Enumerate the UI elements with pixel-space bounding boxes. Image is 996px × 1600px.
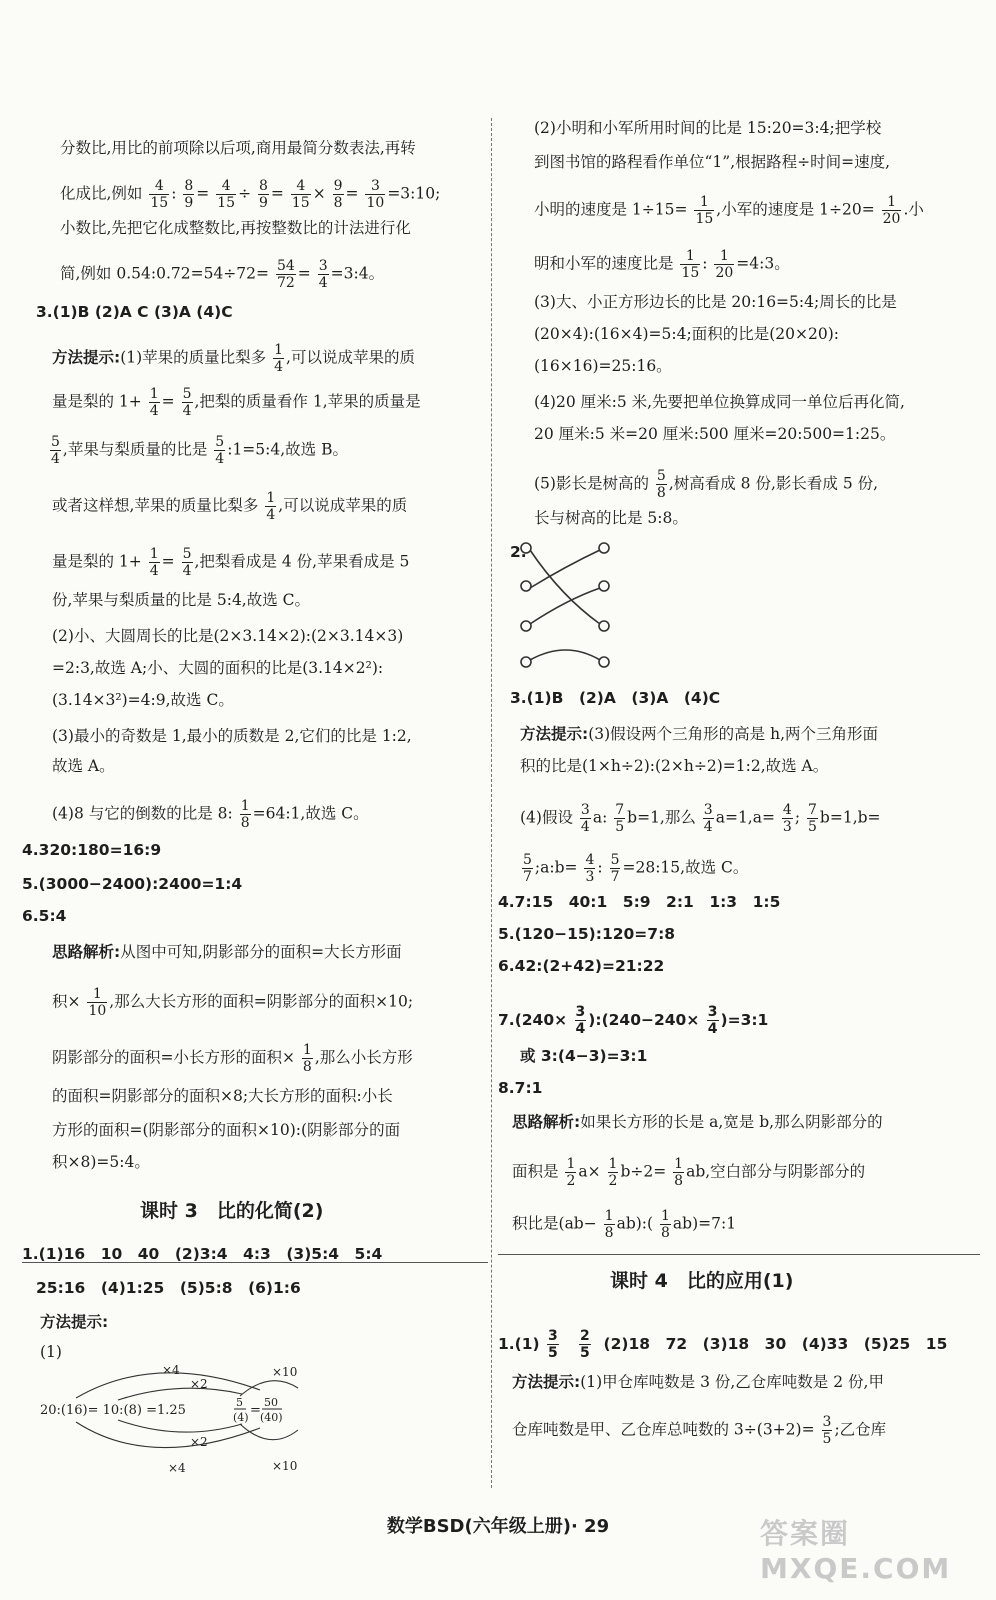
text-line: 小数比,先把它化成整数比,再按整数比的计法进行化 <box>60 219 411 237</box>
dot-right-2 <box>599 581 609 591</box>
text-line: 阴影部分的面积=小长方形的面积× $\frac{1}{8}$ ,那么小长方形 <box>52 1042 413 1075</box>
answer-q6: 6.5:4 <box>22 907 67 925</box>
section-title: 课时 4 比的应用(1) <box>610 1270 794 1292</box>
text-line: (3)大、小正方形边长的比是 20:16=5:4;周长的比是 <box>534 293 897 311</box>
ratio-diagram <box>40 1360 330 1480</box>
text-line: 思路解析:如果长方形的长是 a,宽是 b,那么阴影部分的 <box>512 1113 883 1131</box>
fraction: $\frac{4}{15}$ <box>217 178 236 211</box>
text-line: 量是梨的 1+ $\frac{1}{4}$ = $\frac{5}{4}$ ,把梨的质量看作 1,苹果的质量是 <box>52 386 421 419</box>
matching-diagram <box>516 540 616 670</box>
answer-q2: 2. <box>510 543 527 561</box>
frac-num2: 50 <box>264 1396 278 1409</box>
fraction: $\frac{2}{5}$ <box>580 1328 590 1361</box>
fraction: $\frac{5}{7}$ <box>610 852 620 885</box>
text-line: (2)小明和小军所用时间的比是 15:20=3:4;把学校 <box>534 119 882 137</box>
text-line: 到图书馆的路程看作单位“1”,根据路程÷时间=速度, <box>534 153 891 171</box>
frac-den: (4) <box>233 1411 249 1424</box>
fraction: $\frac{1}{20}$ <box>715 248 734 281</box>
fraction: $\frac{5}{4}$ <box>215 434 225 467</box>
arrow-x4-bottom <box>76 1422 260 1448</box>
label-x4: ×4 <box>162 1363 180 1377</box>
text-line: 积的比是(1×h÷2):(2×h÷2)=1:2,故选 A。 <box>520 757 829 775</box>
fraction: $\frac{1}{15}$ <box>695 194 714 227</box>
fraction: $\frac{3}{4}$ <box>575 1004 586 1037</box>
arrow-x2-top <box>118 1388 242 1400</box>
fraction: $\frac{3}{4}$ <box>703 802 713 835</box>
text-line: 方形的面积=(阴影部分的面积×10):(阴影部分的面 <box>52 1121 401 1139</box>
dot-left-2 <box>521 581 531 591</box>
text-line: (20×4):(16×4)=5:4;面积的比是(20×20): <box>534 325 839 343</box>
fraction: $\frac{3}{4}$ <box>580 802 590 835</box>
fraction: $\frac{3}{4}$ <box>318 258 328 291</box>
text-line: 仓库吨数是甲、乙仓库总吨数的 3÷(3+2)= $\frac{3}{5}$ ;乙仓库 <box>512 1414 887 1447</box>
fraction: $\frac{4}{3}$ <box>782 802 792 835</box>
dot-right-4 <box>599 657 609 667</box>
text-line: 的面积=阴影部分的面积×8;大长方形的面积:小长 <box>52 1087 393 1105</box>
text-line: 小明的速度是 1÷15= $\frac{1}{15}$ ,小军的速度是 1÷20= $\frac{1}{20}$ .小 <box>534 194 924 227</box>
watermark: 答案圈 MXQE.COM <box>760 1517 952 1585</box>
label-x4-bottom: ×4 <box>168 1461 186 1475</box>
dot-right-3 <box>599 621 609 631</box>
label-x2: ×2 <box>190 1377 208 1391</box>
text-line: 份,苹果与梨质量的比是 5:4,故选 C。 <box>52 591 311 609</box>
text-line: 思路解析:从图中可知,阴影部分的面积=大长方形面 <box>52 943 402 961</box>
column-divider <box>491 118 493 1488</box>
fraction: $\frac{5}{7}$ <box>523 852 532 885</box>
text-line: (3.14×3²)=4:9,故选 C。 <box>52 691 234 709</box>
answer-q1: 1.(1)16 10 40 (2)3:4 4:3 (3)5:4 5:4 <box>22 1245 383 1263</box>
fraction: $\frac{4}{15}$ <box>291 178 310 211</box>
fraction: $\frac{5}{4}$ <box>51 434 60 467</box>
text-line: 故选 A。 <box>52 757 115 775</box>
text-line: $\frac{5}{7}$ ;a:b= $\frac{4}{3}$ : $\frac{5}{7}$ =28:15,故选 C。 <box>523 852 749 885</box>
answer-q5: 5.(120−15):120=7:8 <box>498 925 676 943</box>
fraction: $\frac{1}{4}$ <box>149 386 159 419</box>
label-x2-bottom: ×2 <box>190 1435 208 1449</box>
fraction: $\frac{1}{8}$ <box>661 1208 670 1241</box>
fraction: $\frac{5}{8}$ <box>656 468 666 501</box>
fraction: $\frac{7}{5}$ <box>808 802 817 835</box>
text-line: 方法提示:(3)假设两个三角形的高是 h,两个三角形面 <box>520 725 878 743</box>
text-line: (4)假设 $\frac{3}{4}$ a: $\frac{7}{5}$ b=1,那么 $\frac{3}{4}$ a=1,a= $\frac{4}{3}$ ; $\frac{7}{5}$ b=1,b= <box>520 802 881 835</box>
fraction: $\frac{8}{9}$ <box>259 178 268 211</box>
text-line: 或者这样想,苹果的质量比梨多 $\frac{1}{4}$ ,可以说成苹果的质 <box>52 490 408 523</box>
fraction: $\frac{1}{8}$ <box>240 798 250 831</box>
fraction: $\frac{1}{2}$ <box>608 1156 618 1189</box>
text-line: 方法提示:(1)甲仓库吨数是 3 份,乙仓库吨数是 2 份,甲 <box>512 1373 884 1391</box>
text-line: 积× $\frac{1}{10}$ ,那么大长方形的面积=阴影部分的面积×10; <box>52 986 414 1019</box>
fraction: $\frac{54}{72}$ <box>276 258 295 291</box>
text-line: 化成比,例如 $\frac{4}{15}$ : $\frac{8}{9}$ = $\frac{4}{15}$ ÷ $\frac{8}{9}$ = $\frac{4}{15}$ × $\frac{9}{8}$ = $\frac{3}{10}$ =3:10; <box>60 178 441 211</box>
text-line: 方法提示:(1)苹果的质量比梨多 $\frac{1}{4}$ ,可以说成苹果的质 <box>52 342 415 375</box>
text-line: (3)最小的奇数是 1,最小的质数是 2,它们的比是 1:2, <box>52 727 412 745</box>
text-line: 面积是 $\frac{1}{2}$ a× $\frac{1}{2}$ b÷2= $\frac{1}{8}$ ab,空白部分与阴影部分的 <box>512 1156 866 1189</box>
answer-q8: 8.7:1 <box>498 1079 543 1097</box>
arrow-x2-bottom <box>118 1420 242 1432</box>
frac-num: 5 <box>236 1396 243 1409</box>
fraction: $\frac{1}{8}$ <box>674 1156 684 1189</box>
text-line: (2)小、大圆周长的比是(2×3.14×2):(2×3.14×3) <box>52 627 404 645</box>
text-line: (5)影长是树高的 $\frac{5}{8}$ ,树高看成 8 份,影长看成 5 份, <box>534 468 879 501</box>
label-x10-bottom: ×10 <box>272 1459 298 1473</box>
fraction: $\frac{5}{4}$ <box>182 546 192 579</box>
fraction: $\frac{1}{15}$ <box>681 248 700 281</box>
equation: 20:(16)= 10:(8) =1.25 <box>40 1403 186 1418</box>
text-line: (4)8 与它的倒数的比是 8: $\frac{1}{8}$ =64:1,故选 C。 <box>52 798 369 831</box>
answer-q3: 3.(1)B (2)A (3)A (4)C <box>510 689 721 707</box>
text-line: 积比是(ab− $\frac{1}{8}$ ab):( $\frac{1}{8}$ ab)=7:1 <box>512 1208 737 1241</box>
text-line: (16×16)=25:16。 <box>534 357 672 375</box>
fraction: $\frac{3}{10}$ <box>366 178 385 211</box>
fraction: $\frac{3}{5}$ <box>822 1414 832 1447</box>
fraction: $\frac{3}{4}$ <box>707 1004 718 1037</box>
text-line: 分数比,用比的前项除以后项,商用最简分数表法,再转 <box>60 139 416 157</box>
answer-q7-alt: 或 3:(4−3)=3:1 <box>520 1047 648 1065</box>
fraction: $\frac{5}{4}$ <box>182 386 192 419</box>
fraction: $\frac{1}{20}$ <box>882 194 901 227</box>
match-line-4 <box>530 650 600 660</box>
dot-left-3 <box>521 621 531 631</box>
frac-den2: (40) <box>260 1411 283 1424</box>
text-line: 积×8)=5:4。 <box>52 1153 150 1171</box>
fraction: $\frac{1}{10}$ <box>88 986 107 1019</box>
text-line: 20 厘米:5 米=20 厘米:500 厘米=20:500=1:25。 <box>534 425 896 443</box>
match-line-1 <box>530 550 600 624</box>
answer-q5: 5.(3000−2400):2400=1:4 <box>22 875 243 893</box>
fraction: $\frac{4}{15}$ <box>150 178 169 211</box>
dot-left-4 <box>521 657 531 667</box>
fraction: $\frac{7}{5}$ <box>615 802 625 835</box>
answer-q7: 7.(240× $\frac{3}{4}$ ):(240−240× $\frac{3}{4}$ )=3:1 <box>498 1004 769 1037</box>
dot-left-1 <box>521 543 531 553</box>
text-line: (4)20 厘米:5 米,先要把单位换算成同一单位后再化简, <box>534 393 905 411</box>
text-line: 量是梨的 1+ $\frac{1}{4}$ = $\frac{5}{4}$ ,把梨看成是 4 份,苹果看成是 5 <box>52 546 410 579</box>
text-line: $\frac{5}{4}$ ,苹果与梨质量的比是 $\frac{5}{4}$ :1=5:4,故选 B。 <box>51 434 348 467</box>
answer-q1-cont: 25:16 (4)1:25 (5)5:8 (6)1:6 <box>36 1279 301 1297</box>
fraction: $\frac{1}{4}$ <box>274 342 284 375</box>
text-line: 简,例如 0.54:0.72=54÷72= $\frac{54}{72}$ = $\frac{3}{4}$ =3:4。 <box>60 258 385 291</box>
page-footer: 数学BSD(六年级上册)· 29 <box>386 1516 610 1537</box>
text-line: =2:3,故选 A;小、大圆的面积的比是(3.14×2²): <box>52 659 384 677</box>
fraction: $\frac{1}{4}$ <box>149 546 159 579</box>
answer-q4: 4.7:15 40:1 5:9 2:1 1:3 1:5 <box>498 893 781 911</box>
section-title: 课时 3 比的化简(2) <box>140 1200 324 1222</box>
fraction: $\frac{1}{8}$ <box>604 1208 614 1241</box>
text-line: 明和小军的速度比是 $\frac{1}{15}$ : $\frac{1}{20}$ =4:3。 <box>534 248 790 281</box>
dot-right-1 <box>599 543 609 553</box>
tip-label: 方法提示: <box>40 1313 109 1331</box>
text-line: (1) <box>40 1343 62 1361</box>
fraction: $\frac{3}{5}$ <box>548 1328 558 1361</box>
answer-q1: 1.(1) $\frac{3}{5}$ $\frac{2}{5}$ (2)18 72 (3)18 30 (4)33 (5)25 15 <box>498 1328 948 1361</box>
text-line: 长与树高的比是 5:8。 <box>534 509 688 527</box>
equals: = <box>250 1403 261 1418</box>
answer-q3: 3.(1)B (2)A C (3)A (4)C <box>36 303 233 321</box>
arrow-x10-top <box>240 1381 298 1396</box>
answer-q4: 4.320:180=16:9 <box>22 841 162 859</box>
fraction: $\frac{9}{8}$ <box>333 178 343 211</box>
divider-line <box>498 1254 980 1255</box>
fraction: $\frac{1}{8}$ <box>302 1042 312 1075</box>
fraction: $\frac{1}{2}$ <box>566 1156 576 1189</box>
fraction: $\frac{8}{9}$ <box>184 178 194 211</box>
fraction: $\frac{1}{4}$ <box>266 490 276 523</box>
fraction: $\frac{4}{3}$ <box>585 852 595 885</box>
label-x10: ×10 <box>272 1365 298 1379</box>
answer-q6: 6.42:(2+42)=21:22 <box>498 957 665 975</box>
match-line-2 <box>530 550 600 588</box>
ratio-arrows <box>40 1360 330 1480</box>
